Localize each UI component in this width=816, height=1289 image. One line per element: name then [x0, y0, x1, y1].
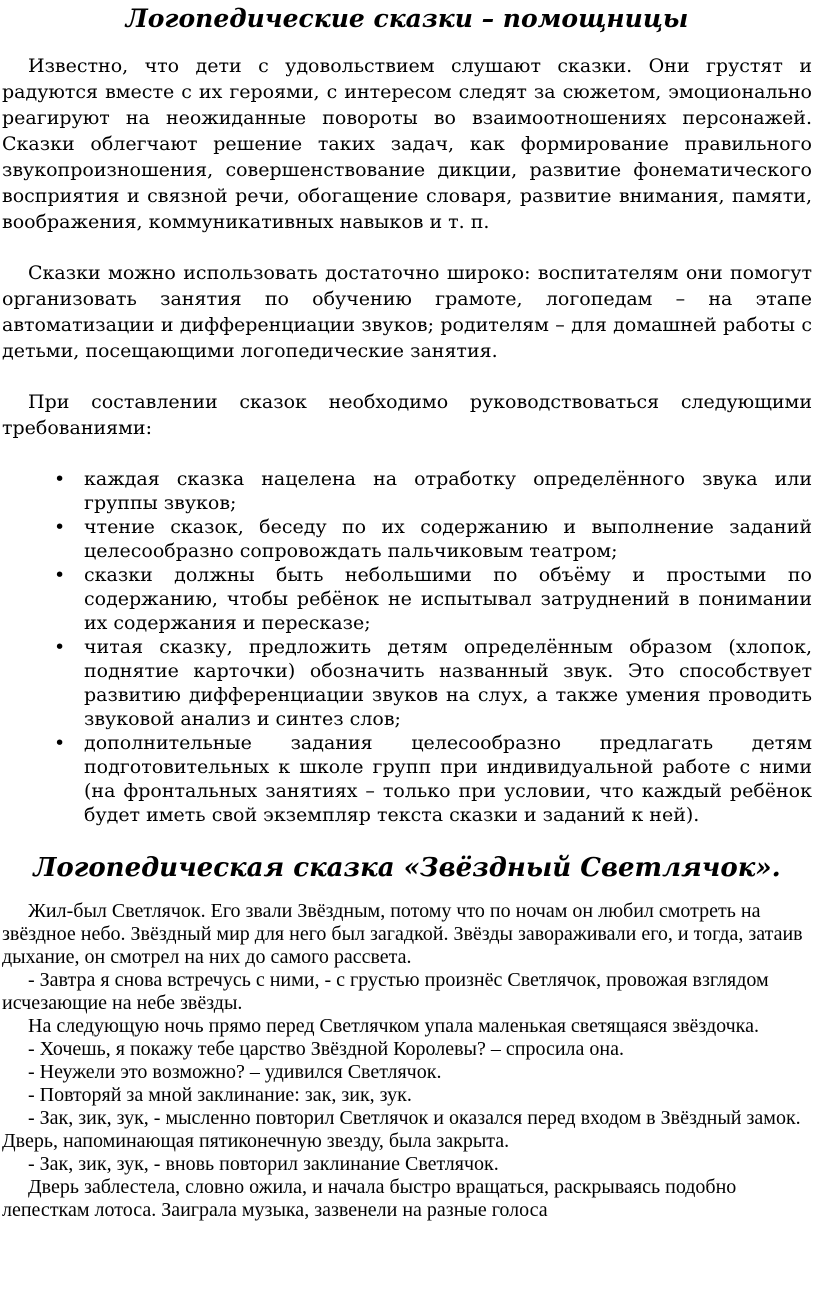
story-paragraph: На следующую ночь прямо перед Светлячком упала маленькая светящаяся звёздочка.	[28, 1015, 759, 1037]
story-text	[2, 900, 812, 1222]
intro-paragraph: Известно, что дети с удовольствием слушают сказки. Они грустят и радуются вместе с их героями, с интересом следят за сюжетом, эмоционально реагируют на неожиданные повороты во взаимоотношениях персонажей. Сказки облегчают решение таких задач, как формирование правильного звукопроизношения, совершенствование дикции, развитие фонематического восприятия и связной речи, обогащение словаря, развитие внимания, памяти, воображения, коммуникативных навыков и т. п.	[2, 55, 812, 233]
bullet-icon: •	[54, 564, 66, 586]
story-paragraph: Жил-был Светлячок. Его звали Звёздным, потому что по ночам он любил смотреть на звёздное небо. Звёздный мир для него был загадкой. Звёзды завораживали его, и тогда, затаив дыхание, он смотрел на них до самого рассвета.	[2, 900, 803, 968]
story-paragraph: Дверь заблестела, словно ожила, и начала быстро вращаться, раскрываясь подобно лепесткам лотоса. Заиграла музыка, зазвенели на разные голоса	[2, 1176, 737, 1221]
requirements-list	[2, 467, 812, 827]
story-paragraph: - Завтра я снова встречусь с ними, - с грустью произнёс Светлячок, провожая взглядом исчезающие на небе звёзды.	[2, 969, 769, 1014]
story-title: Логопедическая сказка «Звёздный Светлячок».	[33, 853, 781, 883]
usage-paragraph: Сказки можно использовать достаточно широко: воспитателям они помогут организовать занятия по обучению грамоте, логопедам – на этапе автоматизации и дифференциации звуков; родителям – для домашней работы с детьми, посещающими логопедические занятия.	[2, 262, 812, 362]
bullet-icon: •	[54, 732, 66, 754]
page-title: Логопедические сказки – помощницы	[125, 4, 689, 33]
list-item-text: читая сказку, предложить детям определённым образом (хлопок, поднятие карточки) обозначить названный звук. Это способствует развитию дифференциации звуков на слух, а также умения проводить звуковой анализ и синтез слов;	[84, 636, 812, 730]
story-paragraph: - Неужели это возможно? – удивился Светлячок.	[28, 1061, 442, 1083]
story-paragraph: - Повторяй за мной заклинание: зак, зик, зук.	[28, 1084, 412, 1106]
list-item	[54, 467, 812, 515]
list-item	[54, 635, 812, 731]
bullet-icon: •	[54, 516, 66, 538]
bullet-icon: •	[54, 468, 66, 490]
list-item-text: чтение сказок, беседу по их содержанию и выполнение заданий целесообразно сопровождать пальчиковым театром;	[84, 516, 812, 562]
story-paragraph: - Зак, зик, зук, - вновь повторил заклинание Светлячок.	[28, 1153, 499, 1175]
requirements-intro-paragraph: При составлении сказок необходимо руководствоваться следующими требованиями:	[2, 391, 812, 439]
list-item-text: каждая сказка нацелена на отработку определённого звука или группы звуков;	[84, 468, 812, 514]
list-item	[54, 563, 812, 635]
bullet-icon: •	[54, 636, 66, 658]
story-paragraph: - Хочешь, я покажу тебе царство Звёздной Королевы? – спросила она.	[28, 1038, 624, 1060]
story-paragraph: - Зак, зик, зук, - мысленно повторил Светлячок и оказался перед входом в Звёздный замок. Дверь, напоминающая пятиконечную звезду, была закрыта.	[2, 1107, 801, 1152]
list-item-text: дополнительные задания целесообразно предлагать детям подготовительных к школе групп при индивидуальной работе с ними (на фронтальных занятиях – только при условии, что каждый ребёнок будет иметь свой экземпляр текста сказки и заданий к ней).	[84, 732, 812, 826]
list-item	[54, 515, 812, 563]
list-item	[54, 731, 812, 827]
list-item-text: сказки должны быть небольшими по объёму и простыми по содержанию, чтобы ребёнок не испытывал затруднений в понимании их содержания и пересказе;	[84, 564, 812, 634]
